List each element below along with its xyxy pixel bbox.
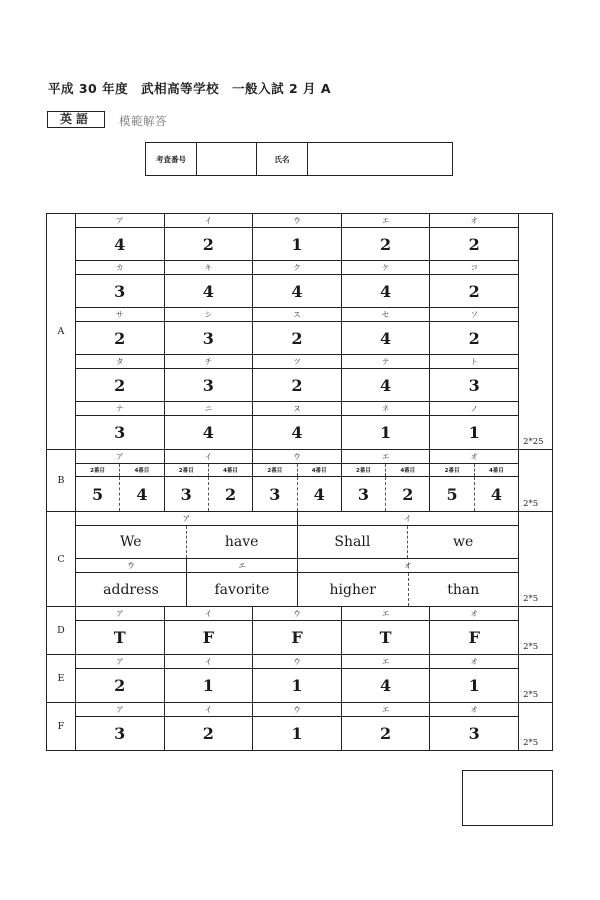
answer-cell: 3 <box>76 275 165 307</box>
section-f <box>47 703 553 751</box>
answer-cell: T <box>76 621 165 654</box>
answer-row <box>76 416 518 449</box>
answer-cell: 2 <box>76 322 165 354</box>
section-d <box>47 607 553 655</box>
answer-cell: 3 <box>165 322 254 354</box>
sub-header: 4番目 <box>488 468 504 474</box>
question-header: サ <box>76 308 165 321</box>
answer-cell: F <box>165 621 254 654</box>
question-header: オ <box>470 705 478 714</box>
answer-cell: 4 <box>342 669 431 702</box>
sub-header: 2番目 <box>430 464 474 476</box>
question-header: ア <box>76 450 165 463</box>
answer-cell: 3 <box>468 724 480 743</box>
question-header: ニ <box>165 402 254 415</box>
answer-cell: 4 <box>76 228 165 260</box>
answer-cell: 3 <box>253 477 297 511</box>
answer-cell: than <box>447 581 480 598</box>
question-header: ア <box>76 607 165 620</box>
answer-cell: 2 <box>165 228 254 260</box>
name-label: 氏名 <box>257 143 308 175</box>
section-e <box>47 655 553 703</box>
question-header: エ <box>342 703 431 716</box>
answer-cell: 2 <box>468 234 480 254</box>
question-header: イ <box>165 703 254 716</box>
answer-row <box>76 621 518 654</box>
answer-cell: 1 <box>253 717 342 750</box>
question-header: カ <box>76 261 165 274</box>
section-label: C <box>47 512 76 606</box>
answer-cell: 2 <box>224 484 237 504</box>
question-header: ウ <box>253 607 342 620</box>
answer-row <box>76 322 518 355</box>
answer-cell: 4 <box>490 484 502 504</box>
answer-cell: 2 <box>342 717 431 750</box>
answer-row <box>76 275 518 308</box>
section-d-body <box>76 607 519 654</box>
section-c-body <box>76 512 519 606</box>
question-header: タ <box>76 355 165 368</box>
answer-cell: 1 <box>253 228 342 260</box>
question-header: ツ <box>253 355 342 368</box>
question-header: ソ <box>470 310 478 319</box>
answer-cell: 3 <box>165 477 209 511</box>
question-header: ア <box>76 655 165 668</box>
answer-cell: 4 <box>342 369 431 401</box>
section-a-body <box>76 214 519 449</box>
header-row <box>76 703 518 717</box>
question-header: オ <box>470 216 478 225</box>
section-label: F <box>47 703 76 750</box>
question-header: ノ <box>470 404 478 413</box>
score-cell <box>519 214 553 449</box>
sub-header-row <box>76 464 518 477</box>
answer-row <box>76 573 518 606</box>
answer-cell: F <box>253 621 342 654</box>
question-header: オ <box>470 657 478 666</box>
header-row <box>76 559 518 573</box>
sub-header: 2番目 <box>342 464 386 476</box>
question-header: ヌ <box>253 402 342 415</box>
question-header: エ <box>187 559 298 572</box>
question-header: ケ <box>342 261 431 274</box>
question-header: オ <box>404 561 412 570</box>
answer-cell: T <box>342 621 431 654</box>
question-header: コ <box>470 263 478 272</box>
score-note: 2*25 <box>523 437 544 447</box>
sub-header: 4番目 <box>223 468 238 474</box>
header-row <box>76 450 518 464</box>
answer-cell: We <box>76 526 187 558</box>
question-header: エ <box>342 607 431 620</box>
score-cell <box>519 450 553 511</box>
answer-cell: we <box>453 534 474 550</box>
header-row <box>76 607 518 621</box>
header-row <box>76 355 518 369</box>
answer-row <box>76 717 518 750</box>
question-header: テ <box>342 355 431 368</box>
header-row <box>76 512 518 526</box>
answer-cell: F <box>468 628 480 647</box>
answer-cell: 1 <box>468 676 480 695</box>
answer-cell: 5 <box>76 477 120 511</box>
answer-row <box>76 228 518 261</box>
answer-cell: 1 <box>165 669 254 702</box>
question-header: ウ <box>253 450 342 463</box>
answer-row <box>76 669 518 702</box>
question-header: ア <box>76 512 298 525</box>
exam-info-box <box>145 142 453 176</box>
page-title: 平成 30 年度 武相高等学校 一般入試 2 月 A <box>48 81 332 96</box>
score-note: 2*5 <box>523 499 539 509</box>
score-cell <box>519 512 553 606</box>
answer-cell: 3 <box>468 375 480 395</box>
answer-cell: 3 <box>165 369 254 401</box>
question-header: ア <box>76 703 165 716</box>
section-label: D <box>47 607 76 654</box>
question-header: イ <box>165 655 254 668</box>
sub-header: 2番目 <box>76 464 120 476</box>
section-c <box>47 512 553 607</box>
question-header: ア <box>76 214 165 227</box>
answer-cell: 4 <box>313 484 325 504</box>
total-score-box[interactable] <box>462 770 553 826</box>
section-label: B <box>47 450 76 511</box>
answer-cell: have <box>224 534 259 550</box>
answer-cell: 1 <box>342 416 431 449</box>
answer-cell: 2 <box>253 322 342 354</box>
question-header: ナ <box>76 402 165 415</box>
name-field[interactable] <box>308 143 452 175</box>
question-header: オ <box>470 609 478 618</box>
question-header: イ <box>165 607 254 620</box>
answer-cell: 4 <box>136 484 148 504</box>
question-header: エ <box>342 450 431 463</box>
question-header: ウ <box>253 214 342 227</box>
header-row <box>76 308 518 322</box>
answer-cell: 2 <box>402 484 414 504</box>
score-note: 2*5 <box>523 738 539 748</box>
answer-cell: 1 <box>468 423 480 442</box>
subject-subtitle: 模範解答 <box>119 114 167 128</box>
exam-number-field[interactable] <box>197 143 257 175</box>
question-header: ウ <box>76 559 187 572</box>
answer-cell: 5 <box>430 477 474 511</box>
score-note: 2*5 <box>523 690 539 700</box>
question-header: ウ <box>253 703 342 716</box>
section-a <box>47 214 553 450</box>
question-header: イ <box>404 514 412 523</box>
answer-cell: 3 <box>76 416 165 449</box>
answer-cell: Shall <box>298 526 409 558</box>
score-cell <box>519 703 553 750</box>
question-header: ウ <box>253 655 342 668</box>
section-f-body <box>76 703 519 750</box>
answer-cell: 2 <box>468 281 480 301</box>
sub-header: 4番目 <box>311 468 327 474</box>
answer-cell: 2 <box>342 228 431 260</box>
question-header: ネ <box>342 402 431 415</box>
answer-cell: 4 <box>253 416 342 449</box>
score-cell <box>519 607 553 654</box>
answer-cell: 2 <box>76 669 165 702</box>
answer-cell: 4 <box>342 275 431 307</box>
question-header: イ <box>165 450 254 463</box>
question-header: チ <box>165 355 254 368</box>
section-e-body <box>76 655 519 702</box>
score-note: 2*5 <box>523 642 539 652</box>
answer-cell: favorite <box>214 581 270 598</box>
question-header: キ <box>165 261 254 274</box>
answer-cell: 2 <box>468 328 480 348</box>
answer-cell: 3 <box>342 477 386 511</box>
section-b-body <box>76 450 519 511</box>
question-header: エ <box>342 655 431 668</box>
answer-cell: higher <box>298 573 409 606</box>
sub-header: 4番目 <box>400 468 416 474</box>
question-header: シ <box>165 308 254 321</box>
section-label: E <box>47 655 76 702</box>
question-header: オ <box>470 452 478 461</box>
answer-cell: 4 <box>253 275 342 307</box>
question-header: イ <box>165 214 254 227</box>
header-row <box>76 402 518 416</box>
answer-cell: 2 <box>165 717 254 750</box>
answer-cell: 2 <box>76 369 165 401</box>
sub-header: 4番目 <box>134 468 150 474</box>
answer-sheet <box>46 213 553 751</box>
header-row <box>76 214 518 228</box>
answer-row <box>76 477 518 511</box>
question-header: セ <box>342 308 431 321</box>
answer-row <box>76 369 518 402</box>
answer-row <box>76 526 518 559</box>
sub-header: 2番目 <box>253 464 297 476</box>
exam-number-label: 考査番号 <box>146 143 197 175</box>
header-row <box>76 261 518 275</box>
answer-cell: 4 <box>342 322 431 354</box>
answer-cell: 2 <box>253 369 342 401</box>
score-note: 2*5 <box>523 594 539 604</box>
section-label: A <box>47 214 76 449</box>
score-cell <box>519 655 553 702</box>
question-header: エ <box>342 214 431 227</box>
answer-cell: 4 <box>165 275 254 307</box>
question-header: ト <box>470 357 478 366</box>
question-header: ス <box>253 308 342 321</box>
section-b <box>47 450 553 512</box>
header-row <box>76 655 518 669</box>
question-header: ク <box>253 261 342 274</box>
subject-box: 英語 <box>47 111 105 128</box>
answer-cell: address <box>103 581 159 598</box>
sub-header: 2番目 <box>165 464 209 476</box>
answer-cell: 1 <box>253 669 342 702</box>
answer-cell: 4 <box>165 416 254 449</box>
answer-cell: 3 <box>76 717 165 750</box>
